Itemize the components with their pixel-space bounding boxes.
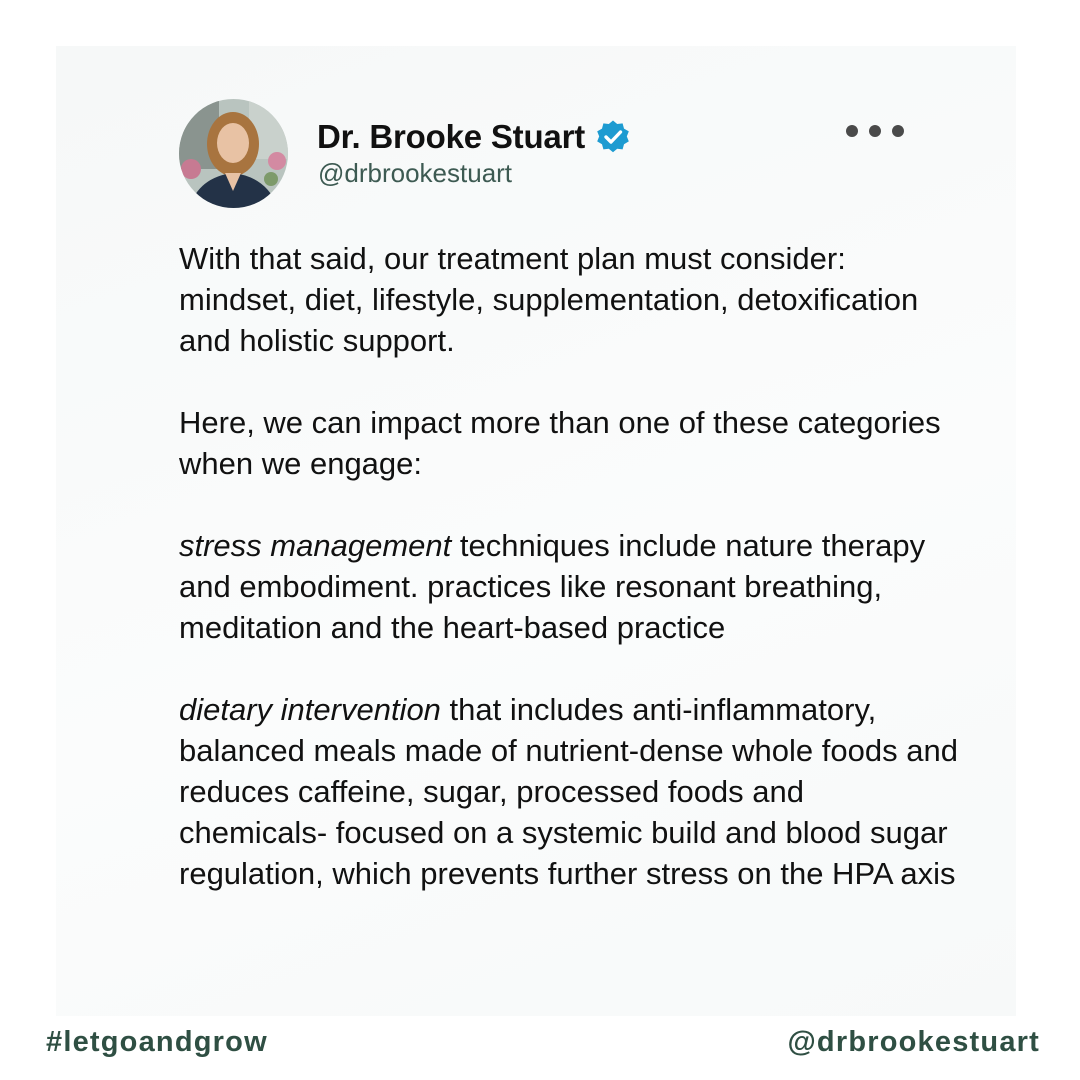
post-paragraph-1: With that said, our treatment plan must consider: mindset, diet, lifestyle, supplementation, detoxification and holistic support. — [179, 241, 919, 358]
paragraph-3-text: techniques include nature therapy and embodiment. practices like resonant breathing, meditation and the heart-based practice — [179, 528, 926, 645]
paragraph-4-text: that includes anti-inflammatory, balanced meals made of nutrient-dense whole foods and reduces caffeine, sugar, processed foods and chemicals- focused on a systemic build and blood sugar regulation, which prevents further stress on the HPA axis — [179, 692, 958, 891]
verified-badge-icon — [595, 119, 631, 155]
avatar[interactable] — [179, 99, 288, 208]
profile-name[interactable]: Dr. Brooke Stuart — [317, 118, 585, 155]
profile-handle[interactable]: @drbrookestuart — [318, 158, 513, 188]
dot-icon — [869, 125, 881, 137]
dot-icon — [846, 125, 858, 137]
more-options-icon[interactable] — [846, 122, 904, 140]
post-paragraph-3 — [179, 525, 959, 648]
post-paragraph-2: Here, we can impact more than one of these categories when we engage: — [179, 405, 941, 481]
footer-hashtag: #letgoandgrow — [46, 1026, 268, 1058]
footer-handle: @drbrookestuart — [787, 1026, 1040, 1058]
post-paragraph-4 — [179, 689, 959, 894]
emphasis-dietary-intervention: dietary intervention — [179, 692, 441, 727]
post-body — [179, 238, 959, 935]
profile-name-row — [317, 116, 631, 158]
emphasis-stress-management: stress management — [179, 528, 452, 563]
dot-icon — [892, 125, 904, 137]
